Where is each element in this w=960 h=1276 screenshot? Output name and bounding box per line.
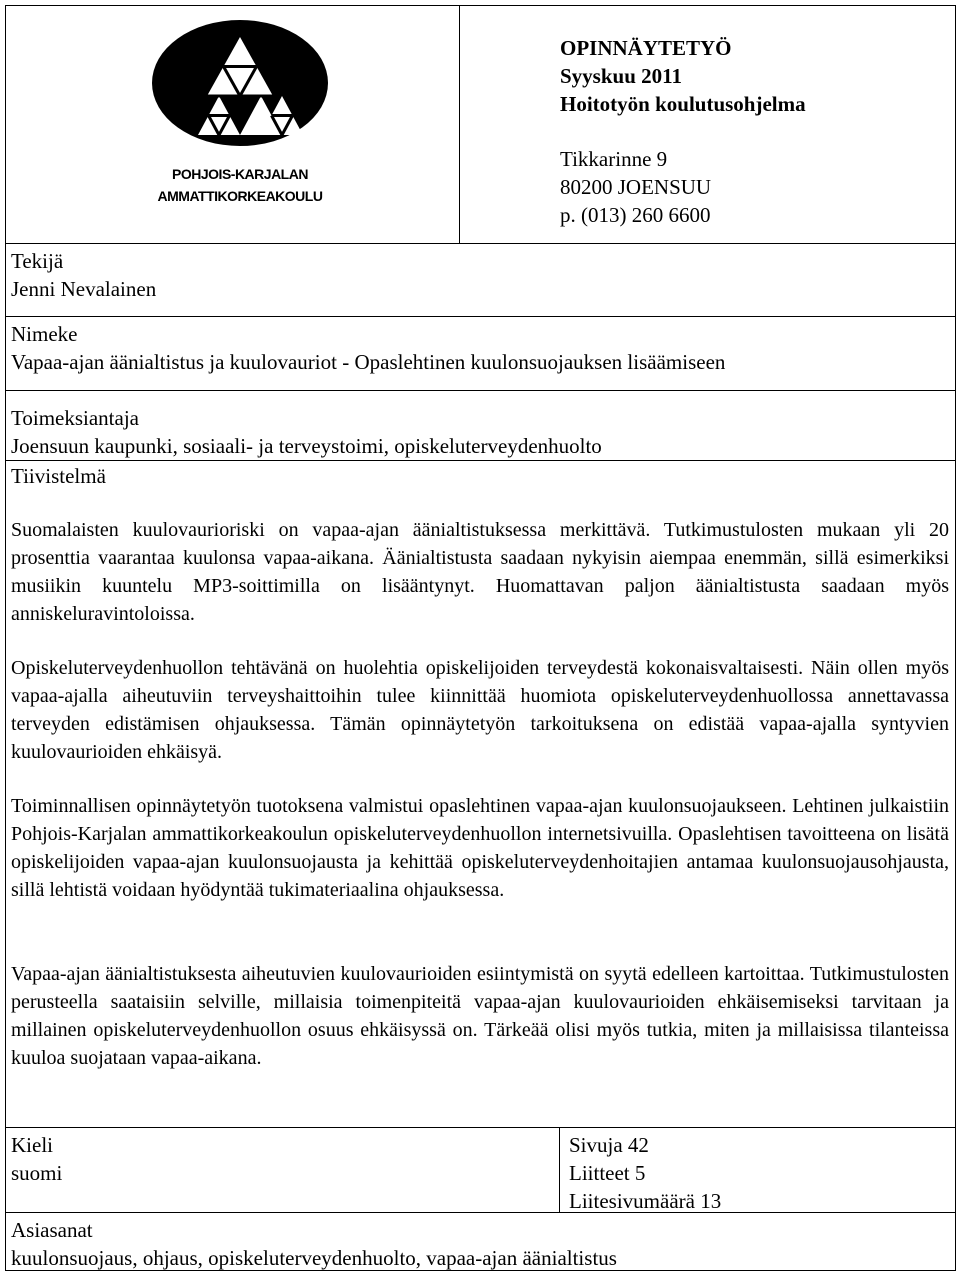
appendix-pages-count: Liitesivumäärä 13 [569, 1189, 722, 1213]
author-label: Tekijä [11, 249, 64, 273]
keywords-label: Asiasanat [11, 1218, 93, 1242]
address-city: 80200 JOENSUU [560, 175, 712, 199]
language-value: suomi [11, 1161, 63, 1185]
title-value: Vapaa-ajan äänialtistus ja kuulovauriot - Opaslehtinen kuulonsuojauksen lisäämiseen [11, 350, 726, 374]
divider-keywords [5, 1212, 956, 1213]
doc-date: Syyskuu 2011 [560, 64, 682, 88]
appendices-count: Liitteet 5 [569, 1161, 646, 1185]
school-logo [140, 20, 340, 220]
divider-author [5, 316, 956, 317]
header-divider-vertical [459, 5, 460, 243]
abstract-paragraph-2: Opiskeluterveydenhuollon tehtävänä on huolehtia opiskelijoiden terveydestä kokonaisvaltaisesti. Näin ollen myös vapaa-ajalla aiheutuviin terveyshaittoihin tulee kiinnittää huomiota opiskeluterveydenhuollossa annettavassa terveyden edistämisen ohjauksessa. Tämän opinnäytetyön tarkoituksena on edistää vapaa-ajalla syntyvien kuulovaurioiden ehkäisyä. [11, 657, 949, 763]
doc-type: OPINNÄYTETYÖ [560, 36, 732, 60]
abstract-paragraph-4: Vapaa-ajan äänialtistuksesta aiheutuvien kuulovaurioiden esiintymistä on syytä edelleen kartoittaa. Tutkimustulosten perusteella saataisiin selville, millaisia toimenpiteitä vapaa-ajan kuulovaurioiden ehkäisemiseksi tarvitaan ja millainen opiskeluterveydenhuollon osuus ehkäisyssä on. Tärkeää olisi myös tutkia, miten ja millaisissa tilanteissa kuuloa suojataan vapaa-aikana. [11, 963, 949, 1069]
doc-program: Hoitotyön koulutusohjelma [560, 92, 806, 116]
logo-text-line1: POHJOIS-KARJALAN [172, 166, 308, 182]
triangle-logo-icon [140, 20, 340, 150]
author-value: Jenni Nevalainen [11, 277, 157, 301]
keywords-value: kuulonsuojaus, ohjaus, opiskeluterveydenhuolto, vapaa-ajan äänialtistus [11, 1246, 617, 1270]
header-divider-horizontal [5, 243, 956, 244]
title-label: Nimeke [11, 322, 78, 346]
address-phone: p. (013) 260 6600 [560, 203, 711, 227]
pages-count: Sivuja 42 [569, 1133, 649, 1157]
footer-divider-vertical [559, 1127, 560, 1212]
commissioner-label: Toimeksiantaja [11, 406, 139, 430]
divider-footer [5, 1127, 956, 1128]
abstract-paragraph-3: Toiminnallisen opinnäytetyön tuotoksena valmistui opaslehtinen vapaa-ajan kuulonsuojaukseen. Lehtinen julkaistiin Pohjois-Karjalan ammattikorkeakoulun opiskeluterveydenhuollon internetsivuilla. Opaslehtisen tavoitteena on lisätä opiskelijoiden vapaa-ajan kuulonsuojausta ja kehittää opiskeluterveydenhoitajien antamaa kuulonsuojausohjausta, sillä lehtistä voidaan hyödyntää tukimateriaalina ohjauksessa. [11, 795, 949, 901]
address-street: Tikkarinne 9 [560, 147, 668, 171]
abstract-paragraph-1: Suomalaisten kuulovaurioriski on vapaa-ajan äänialtistuksessa merkittävä. Tutkimustulosten mukaan yli 20 prosenttia vaarantaa kuulonsa vapaa-aikana. Äänialtistusta saadaan nykyisin aiempaa enemmän, sillä esimerkiksi musiikin kuuntelu MP3-soittimilla on lisääntynyt. Huomattavan paljon äänialtistusta saadaan myös anniskeluravintoloissa. [11, 519, 949, 625]
divider-commissioner [5, 460, 956, 461]
language-label: Kieli [11, 1133, 53, 1157]
abstract-label: Tiivistelmä [11, 464, 106, 488]
commissioner-value: Joensuun kaupunki, sosiaali- ja terveystoimi, opiskeluterveydenhuolto [11, 434, 602, 458]
divider-title [5, 390, 956, 391]
logo-text-line2: AMMATTIKORKEAKOULU [157, 188, 323, 204]
